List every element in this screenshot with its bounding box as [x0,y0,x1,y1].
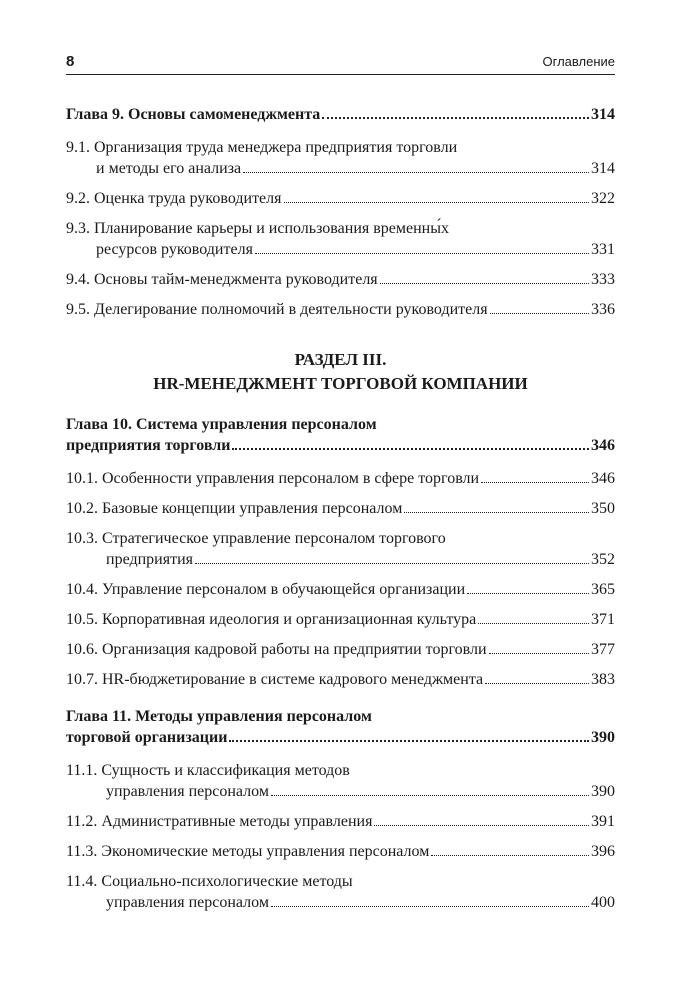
toc-chapter-9 [66,104,615,320]
chapter-title-line [66,104,615,125]
table-of-contents [66,104,615,929]
toc-chapter-11 [66,706,615,913]
dot-leader [271,791,589,796]
dot-leader [229,736,589,742]
entry-title: 10.2. Базовые концепции управления персоналом [66,500,403,517]
entry-title: 10.1. Особенности управления персоналом в сфере торговли [66,470,480,487]
entry-title: 10.7. HR-бюджетирование в системе кадрового менеджмента [66,671,484,688]
dot-leader [322,113,589,119]
dot-leader [485,679,589,684]
entry-title-line1: 10.3. Стратегическое управление персоналом торгового [66,530,446,547]
dot-leader [195,559,589,564]
entry-title-line2: ресурсов руководителя [96,241,253,258]
chapter-page: 390 [591,729,615,746]
dot-leader [478,619,589,624]
toc-entry [66,639,615,660]
dot-leader [380,279,589,284]
entry-title-line1: 11.1. Сущность и классификация методов [66,762,350,779]
chapter-page: 346 [591,437,615,454]
toc-entry [66,498,615,519]
dot-leader [481,478,589,483]
toc-entries [66,137,615,320]
entry-page: 322 [591,190,615,207]
chapter-page: 314 [591,106,615,123]
chapter-title-line [66,435,615,456]
entry-title: 10.4. Управление персоналом в обучающейся организации [66,581,466,598]
entry-title: 9.4. Основы тайм-менеджмента руководителя [66,271,378,288]
entry-page: 352 [591,551,615,568]
toc-entry [66,871,615,913]
entry-page: 346 [591,470,615,487]
entry-page: 377 [591,641,615,658]
entry-page: 383 [591,671,615,688]
chapter-title-line2: предприятия торговли [66,437,231,454]
toc-chapter-10 [66,414,615,690]
entry-page: 365 [591,581,615,598]
page-number: 8 [66,53,75,70]
entry-title: 9.2. Оценка труда руководителя [66,190,282,207]
toc-entry [66,137,615,179]
dot-leader [255,249,589,254]
dot-leader [404,508,589,513]
entry-title-line2: управления персоналом [106,783,269,800]
entry-title: 11.3. Экономические методы управления персоналом [66,843,430,860]
entry-title-line2: предприятия [106,551,193,568]
dot-leader [490,309,589,314]
toc-entry [66,669,615,690]
chapter-title-line1: Глава 10. Система управления персоналом [66,416,377,433]
dot-leader [467,589,589,594]
entry-page: 333 [591,271,615,288]
entry-page: 350 [591,500,615,517]
entry-title-line2: управления персоналом [106,894,269,911]
entry-title: 10.5. Корпоративная идеология и организационная культура [66,611,477,628]
toc-entry [66,811,615,832]
dot-leader [243,168,589,173]
entry-title: 11.2. Административные методы управления [66,813,373,830]
entry-title-line1: 11.4. Социально-психологические методы [66,873,353,890]
toc-entry [66,609,615,630]
dot-leader [232,444,589,450]
toc-entries [66,760,615,913]
toc-entry [66,468,615,489]
toc-entry [66,579,615,600]
entry-title: 9.5. Делегирование полномочий в деятельности руководителя [66,301,488,318]
chapter-title-line [66,727,615,748]
entry-page: 390 [591,783,615,800]
toc-entry [66,218,615,260]
section-number: РАЗДЕЛ III. [294,350,387,369]
dot-leader [284,198,590,203]
running-header [66,52,615,75]
section-heading [66,348,615,396]
chapter-title: Глава 9. Основы самоменеджмента [66,106,321,123]
toc-entry [66,188,615,209]
toc-entry [66,269,615,290]
entry-page: 336 [591,301,615,318]
entry-page: 314 [591,160,615,177]
dot-leader [271,902,589,907]
toc-entry [66,760,615,802]
running-title: Оглавление [542,54,615,69]
chapter-title-line1: Глава 11. Методы управления персоналом [66,708,372,725]
toc-entry [66,528,615,570]
toc-entries [66,468,615,690]
entry-page: 391 [591,813,615,830]
entry-page: 331 [591,241,615,258]
chapter-title-line2: торговой организации [66,729,228,746]
entry-page: 371 [591,611,615,628]
entry-title-line1: 9.3. Планирование карьеры и использования временны́х [66,220,449,237]
entry-title-line1: 9.1. Организация труда менеджера предприятия торговли [66,139,458,156]
toc-entry [66,299,615,320]
entry-title-line2: и методы его анализа [96,160,242,177]
toc-entry [66,841,615,862]
dot-leader [489,649,590,654]
entry-page: 396 [591,843,615,860]
entry-title: 10.6. Организация кадровой работы на предприятии торговли [66,641,487,658]
entry-page: 400 [591,894,615,911]
dot-leader [374,821,589,826]
dot-leader [431,851,589,856]
section-title: HR-МЕНЕДЖМЕНТ ТОРГОВОЙ КОМПАНИИ [153,374,528,393]
